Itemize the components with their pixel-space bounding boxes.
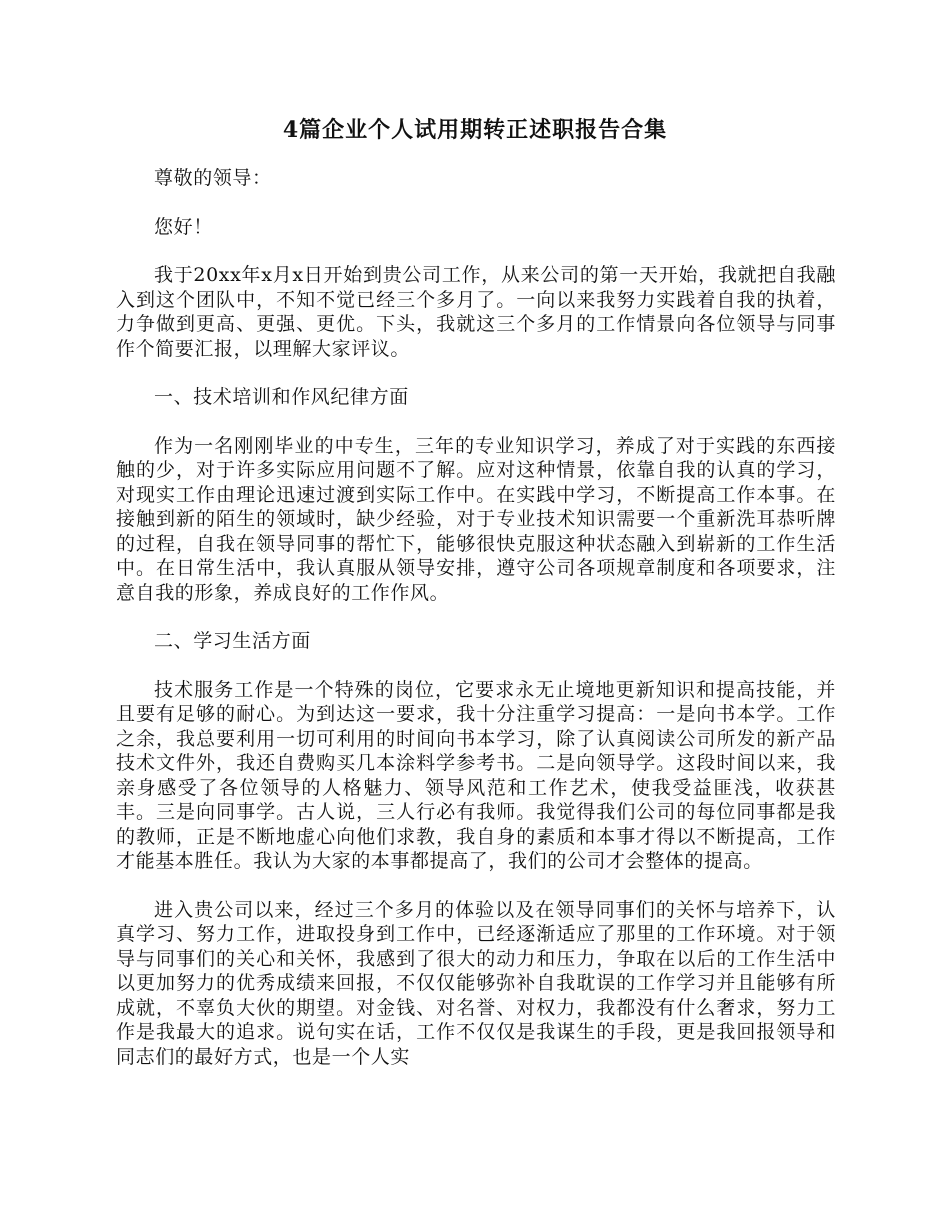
document-body [116,166,836,1069]
section-heading-2: 二、学习生活方面 [154,630,311,652]
closing-paragraph: 进入贵公司以来，经过三个多月的体验以及在领导同事们的关怀与培养下，认真学习、努力工作，进取投身到工作中，已经逐渐适应了那里的工作环境。对于领导与同事们的关心和关怀，我感到了很大的动力和压力，争取在以后的工作生活中以更加努力的优秀成绩来回报，不仅仅能够弥补自我耽误的工作学习并且能够有所成就，不辜负大伙的期望。对金钱、对名誉、对权力，我都没有什么奢求，努力工作是我最大的追求。说句实在话，工作不仅仅是我谋生的手段，更是我回报领导和同志们的最好方式，也是一个人实 [116,898,836,1068]
section-1-paragraph: 作为一名刚刚毕业的中专生，三年的专业知识学习，养成了对于实践的东西接触的少，对于许多实际应用问题不了解。应对这种情景，依靠自我的认真的学习，对现实工作由理论迅速过渡到实际工作中。在实践中学习，不断提高工作本事。在接触到新的陌生的领域时，缺少经验，对于专业技术知识需要一个重新洗耳恭听牌的过程，自我在领导同事的帮忙下，能够很快克服这种状态融入到崭新的工作生活中。在日常生活中，我认真服从领导安排，遵守公司各项规章制度和各项要求，注意自我的形象，养成良好的工作作风。 [116,434,836,604]
intro-paragraph: 我于20xx年x月x日开始到贵公司工作，从来公司的第一天开始，我就把自我融入到这个团队中，不知不觉已经三个多月了。一向以来我努力实践着自我的执着，力争做到更高、更强、更优。下头，我就这三个多月的工作情景向各位领导与同事作个简要汇报，以理解大家评议。 [116,264,836,360]
section-heading-1: 一、技术培训和作风纪律方面 [154,386,409,408]
section-2-paragraph: 技术服务工作是一个特殊的岗位，它要求永无止境地更新知识和提高技能，并且要有足够的耐心。为到达这一要求，我十分注重学习提高：一是向书本学。工作之余，我总要利用一切可利用的时间向书本学习，除了认真阅读公司所发的新产品技术文件外，我还自费购买几本涂料学参考书。二是向领导学。这段时间以来，我亲身感受了各位领导的人格魅力、领导风范和工作艺术，使我受益匪浅，收获甚丰。三是向同事学。古人说，三人行必有我师。我觉得我们公司的每位同事都是我的教师，正是不断地虚心向他们求教，我自身的素质和本事才得以不断提高，工作才能基本胜任。我认为大家的本事都提高了，我们的公司才会整体的提高。 [116,678,836,872]
document-title: 4篇企业个人试用期转正述职报告合集 [282,117,668,143]
salutation: 尊敬的领导： [154,167,272,189]
greeting: 您好！ [154,215,213,238]
